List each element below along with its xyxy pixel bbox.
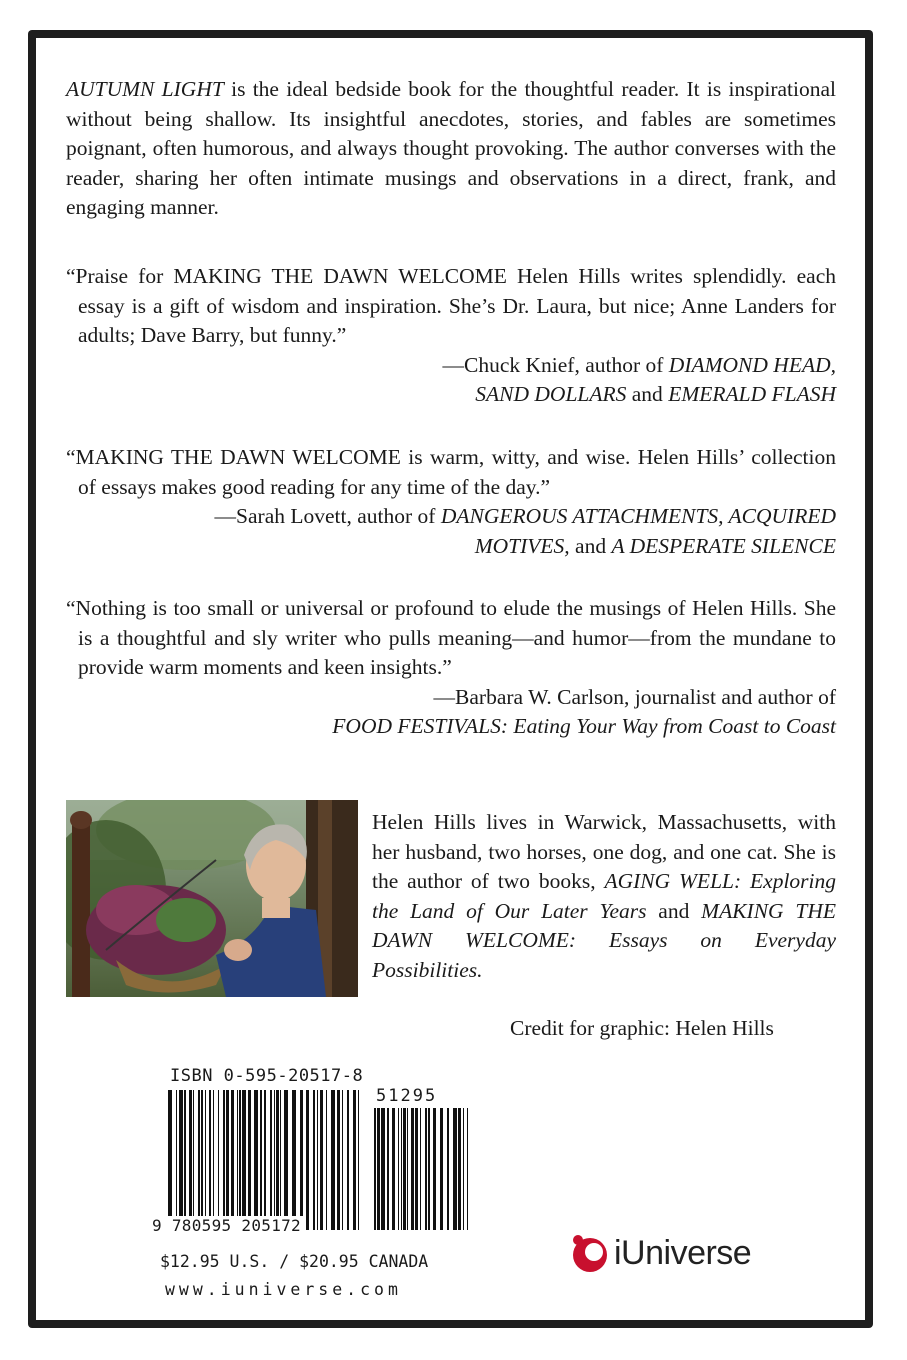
isbn-barcode (168, 1090, 362, 1230)
barcode-bar (407, 1108, 408, 1230)
barcode-bar (218, 1090, 219, 1230)
barcode-bar (453, 1108, 457, 1230)
attribution-conjunction: and (569, 533, 612, 558)
barcode-bar (189, 1090, 192, 1230)
barcode-bar (260, 1090, 262, 1230)
barcode-bar (403, 1108, 406, 1230)
barcode-bar (168, 1090, 172, 1230)
barcode-bar (292, 1090, 296, 1230)
barcode-bar (398, 1108, 399, 1230)
isbn13-digits: 9 780595 205172 (152, 1216, 301, 1235)
barcode-bar (358, 1090, 359, 1230)
bio-text: Helen Hills lives in Warwick, Massachusetts, with her husband, two horses, one dog, and one cat. She is the author of two books, (372, 810, 836, 894)
barcode-bar (198, 1090, 200, 1230)
attribution-title: FOOD FESTIVALS: Eating Your Way from Coast to Coast (332, 714, 836, 739)
barcode-bar (420, 1108, 421, 1230)
barcode-bar (254, 1090, 258, 1230)
barcode-bar (201, 1090, 203, 1230)
barcode-bar (377, 1108, 380, 1230)
barcode-bar (313, 1090, 315, 1230)
barcode-bar (317, 1090, 318, 1230)
barcode-bar (392, 1108, 395, 1230)
iuniverse-logo-icon (568, 1231, 612, 1275)
attribution-title: EMERALD FLASH (668, 382, 836, 407)
praise-quote-2 (66, 443, 836, 561)
barcode-bar (353, 1090, 356, 1230)
photo-credit: Credit for graphic: Helen Hills (510, 1016, 774, 1040)
barcode-bar (237, 1090, 238, 1230)
book-blurb (66, 75, 836, 223)
barcode-bar (433, 1108, 436, 1230)
barcode-bar (176, 1090, 177, 1230)
barcode-bar (447, 1108, 449, 1230)
barcode-bar (242, 1090, 246, 1230)
publisher-url: www.iuniverse.com (165, 1280, 402, 1299)
attribution-title: SAND DOLLARS (475, 382, 627, 407)
barcode-bar (274, 1090, 275, 1230)
attribution-title: A DESPERATE SILENCE (611, 533, 836, 558)
barcode-bar (387, 1108, 389, 1230)
blurb-text: is the ideal bedside book for the thoughtful reader. It is inspirational without being shallow. Its insightful anecdotes, stories, and fables are sometimes poignant, often humorous, and always thought provoking. The author converses with the reader, sharing her often intimate musings and observations in a direct, frank, and engaging manner. (66, 77, 836, 220)
attribution-author: —Barbara W. Carlson, journalist and author of (433, 684, 836, 709)
barcode-bar (425, 1108, 427, 1230)
barcode-bar (300, 1090, 303, 1230)
attribution-author: —Chuck Knief, author of (442, 352, 669, 377)
barcode-bar (205, 1090, 206, 1230)
barcode-bar (320, 1090, 323, 1230)
barcode-bar (284, 1090, 288, 1230)
barcode-bar (428, 1108, 430, 1230)
quote-attribution (66, 351, 836, 410)
quote-text: “MAKING THE DAWN WELCOME is warm, witty, and wise. Helen Hills’ collection of essays makes good reading for any time of the day.” (66, 445, 836, 499)
barcode-bar (458, 1108, 461, 1230)
praise-quote-1 (66, 262, 836, 410)
barcode-bar (374, 1108, 376, 1230)
barcode-bar (223, 1090, 225, 1230)
author-bio (372, 808, 836, 986)
attribution-author: —Sarah Lovett, author of (214, 504, 441, 529)
barcode-bar (270, 1090, 272, 1230)
retail-price: $12.95 U.S. / $20.95 CANADA (160, 1252, 429, 1271)
barcode-bar (415, 1108, 418, 1230)
barcode-bar (467, 1108, 468, 1230)
barcode-bar (342, 1090, 343, 1230)
barcode-bar (179, 1090, 183, 1230)
bio-book-title: MAKING THE DAWN WELCOME: Essays on Everyday Possibilities. (372, 898, 836, 982)
barcode-bar (440, 1108, 443, 1230)
bio-conjunction: and (646, 898, 702, 923)
barcode-bar (209, 1090, 211, 1230)
attribution-conjunction: and (626, 382, 669, 407)
barcode-bar (184, 1090, 186, 1230)
publisher-name: iUniverse (614, 1233, 752, 1272)
quote-attribution (66, 683, 836, 742)
author-photo (66, 800, 358, 997)
barcode-bar (401, 1108, 402, 1230)
barcode-bar (248, 1090, 251, 1230)
barcode-bar (264, 1090, 266, 1230)
barcode-bar (326, 1090, 327, 1230)
bio-book-title: AGING WELL: Exploring the Land of Our Later Years (372, 869, 837, 923)
barcode-bar (337, 1090, 340, 1230)
barcode-bar (463, 1108, 464, 1230)
blurb-title: AUTUMN LIGHT (66, 77, 224, 101)
publisher-logo (568, 1228, 751, 1278)
barcode-bar (193, 1090, 194, 1230)
barcode-bar (276, 1090, 279, 1230)
barcode-bar (411, 1108, 414, 1230)
quote-text: “Praise for MAKING THE DAWN WELCOME Helen Hills writes splendidly. each essay is a gift of wisdom and inspiration. She’s Dr. Laura, but nice; Anne Landers for adults; Dave Barry, but funny.” (66, 264, 836, 348)
price-code: 51295 (376, 1086, 438, 1106)
barcode-bar (381, 1108, 385, 1230)
barcode-bar (306, 1090, 309, 1230)
isbn-label: ISBN 0-595-20517-8 (170, 1066, 364, 1086)
barcode-bar (226, 1090, 229, 1230)
attribution-title: DIAMOND HEAD, (668, 352, 836, 377)
attribution-title: MOTIVES, (474, 533, 570, 558)
quote-text: “Nothing is too small or universal or profound to elude the musings of Helen Hills. She is a thoughtful and sly writer who pulls meaning—and humor—from the mundane to provide warm moments and keen insights.” (66, 596, 836, 680)
praise-quote-3 (66, 594, 836, 742)
barcode-bar (213, 1090, 214, 1230)
quote-attribution (66, 502, 836, 561)
barcode-bar (280, 1090, 281, 1230)
barcode-bar (347, 1090, 349, 1230)
barcode-bar (231, 1090, 234, 1230)
barcode-bar (239, 1090, 241, 1230)
attribution-title: DANGEROUS ATTACHMENTS, ACQUIRED (440, 504, 836, 529)
price-barcode (374, 1108, 470, 1230)
barcode-bar (331, 1090, 335, 1230)
